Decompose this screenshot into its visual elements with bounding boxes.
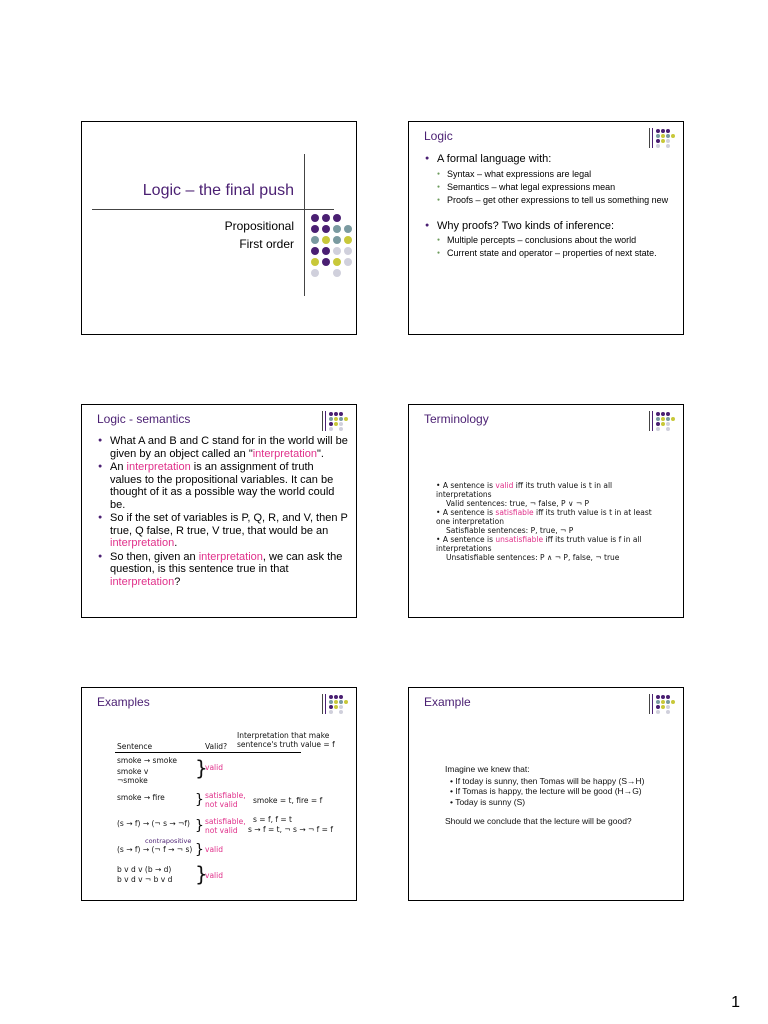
term-unsatisfiable: • A sentence is unsatisfiable iff its truth value is f in all interpretations [436, 535, 642, 553]
example-premise: • If today is sunny, then Tomas will be happy (S→H) [450, 775, 645, 786]
valid-cell: valid [205, 845, 223, 854]
sentence-cell: smoke → fire [117, 793, 165, 802]
slide-logic [408, 121, 684, 335]
dot-decoration-icon [649, 411, 677, 431]
dot-decoration-icon [649, 128, 677, 148]
example-question: Should we conclude that the lecture will be good? [445, 816, 632, 826]
bullet-interpretation-def: ● An interpretation is an assignment of truth values to the propositional variables. It can be thought of it as a possible way the world could be. [98, 461, 348, 511]
slide-terminology [408, 404, 684, 618]
slide-heading: Example [424, 695, 471, 709]
examples-table: Interpretation that make sentence's truth value = f Sentence Valid? smoke → smoke smoke v ¬smoke } valid smoke → fire } satisfiable, not valid smoke = t, fire = f (s → f) → (¬ s → ¬f) } satisfiable, not valid s = f, f = t s → f = t, ¬ s → ¬ f = f contrapositive (s → f) → (¬ f → ¬ s) } valid b v d v (b → d) b v d v ¬ b v d } valid [115, 731, 345, 881]
sentence-cell: (s → f) → (¬ s → ¬f) [117, 819, 190, 828]
slide-heading: Terminology [424, 412, 489, 426]
horizontal-divider [92, 209, 334, 210]
contrapositive-label: contrapositive [145, 837, 192, 845]
vertical-divider [304, 154, 305, 296]
sentence-cell: smoke v ¬smoke [117, 767, 149, 785]
subtitle-propositional: Propositional [224, 219, 294, 233]
dot-decoration-icon [649, 694, 677, 714]
term-satisfiable: • A sentence is satisfiable iff its truth value is t in at least one interpretation [436, 508, 652, 526]
interp-cell: smoke = t, fire = f [253, 796, 323, 805]
bullet-formal-language: ● A formal language with: ● Syntax – what expressions are legal ● Semantics – what legal expressions mean ● Proofs – get other expressions to tell us something new [425, 153, 675, 206]
valid-cell: satisfiable, not valid [205, 791, 246, 809]
sub-bullet: ● Syntax – what expressions are legal [437, 169, 675, 180]
valid-cell: satisfiable, not valid [205, 817, 246, 835]
bullet-why-proofs: ● Why proofs? Two kinds of inference: ● Multiple percepts – conclusions about the world ● Current state and operator – properties of next state. [425, 220, 675, 260]
slide-logic-semantics [81, 404, 357, 618]
slide-example [408, 687, 684, 901]
slide-title-text: Logic – the final push [142, 182, 294, 199]
interp-cell: s → f = t, ¬ s → ¬ f = f [248, 825, 333, 834]
sentence-cell: smoke → smoke [117, 756, 178, 765]
slide-heading: Logic [424, 129, 453, 143]
dot-grid-decoration [311, 214, 357, 294]
term-unsatisfiable-example: Unsatisfiable sentences: P ∧ ¬ P, false, ¬ true [446, 553, 620, 562]
valid-cell: valid [205, 763, 223, 772]
sentence-cell: b v d v (b → d) [117, 865, 172, 874]
bullet-interpretation-example: ● So if the set of variables is P, Q, R, and V, then P true, Q false, R true, V true, that would be an interpretation. [98, 512, 348, 550]
example-intro: Imagine we knew that: [445, 764, 530, 774]
example-premise: • If Tomas is happy, the lecture will be good (H→G) [450, 786, 642, 796]
term-valid: • A sentence is valid iff its truth value is t in all interpretations [436, 481, 613, 499]
bullet-interpretation-intro: ● What A and B and C stand for in the world will be given by an object called an "interpretation". [98, 435, 348, 460]
bullet-interpretation-question: ● So then, given an interpretation, we can ask the question, is this sentence true in that interpretation? [98, 551, 348, 589]
example-premise: • Today is sunny (S) [450, 796, 526, 807]
slide-heading: Logic - semantics [97, 412, 191, 426]
col-sentence-header: Sentence [117, 742, 153, 751]
sub-bullet: ● Semantics – what legal expressions mean [437, 182, 675, 193]
term-satisfiable-example: Satisfiable sentences: P, true, ¬ P [446, 526, 574, 535]
slide-examples [81, 687, 357, 901]
dot-decoration-icon [322, 411, 350, 431]
interp-cell: s = f, f = t [253, 815, 293, 824]
sub-bullet: ● Proofs – get other expressions to tell us something new [437, 195, 675, 206]
term-valid-example: Valid sentences: true, ¬ false, P ∨ ¬ P [446, 499, 590, 508]
col-interp-header: Interpretation that make sentence's truth value = f [237, 731, 335, 749]
slide-heading: Examples [97, 695, 150, 709]
sentence-cell: b v d v ¬ b v d [117, 875, 173, 884]
sub-bullet: ● Multiple percepts – conclusions about the world [437, 235, 675, 246]
page-number: 1 [731, 994, 740, 1011]
valid-cell: valid [205, 871, 223, 880]
col-valid-header: Valid? [205, 742, 228, 751]
sentence-cell: (s → f) → (¬ f → ¬ s) [117, 845, 193, 854]
slide-title [81, 121, 357, 335]
sub-bullet: ● Current state and operator – properties of next state. [437, 248, 675, 259]
subtitle-first-order: First order [239, 237, 294, 251]
dot-decoration-icon [322, 694, 350, 714]
